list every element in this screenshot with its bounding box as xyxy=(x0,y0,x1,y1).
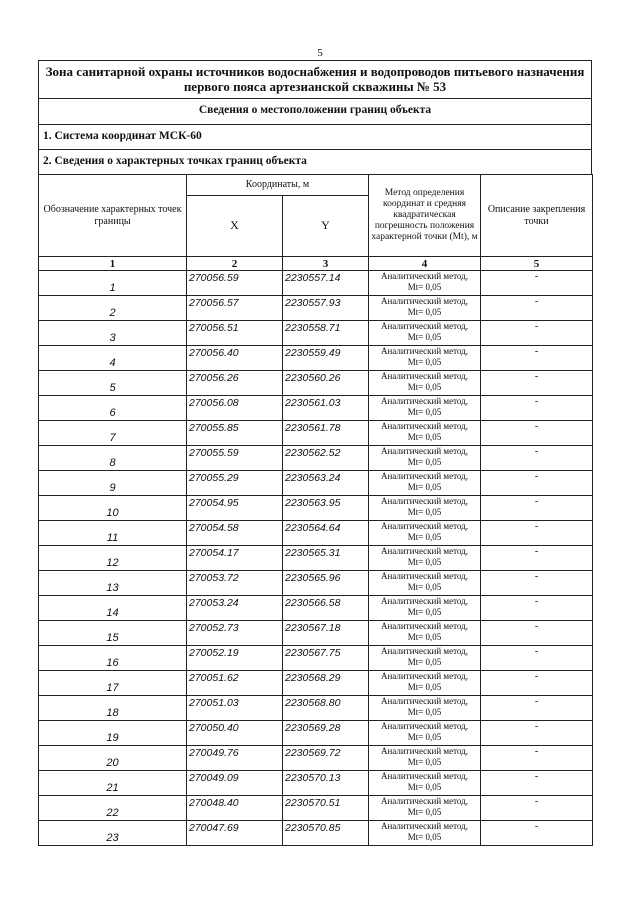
point-number: 1 xyxy=(39,271,187,296)
point-number: 5 xyxy=(39,371,187,396)
method-cell xyxy=(369,721,481,746)
method-text: Аналитический метод, xyxy=(380,271,469,281)
method-cell xyxy=(369,671,481,696)
x-coordinate: 270049.09 xyxy=(187,771,283,796)
point-number: 16 xyxy=(39,646,187,671)
method-accuracy: Mt= 0,05 xyxy=(407,356,442,367)
point-description: - xyxy=(481,571,593,596)
x-coordinate: 270048.40 xyxy=(187,796,283,821)
method-cell xyxy=(369,446,481,471)
x-coordinate: 270056.08 xyxy=(187,396,283,421)
y-coordinate: 2230570.85 xyxy=(283,821,369,846)
method-accuracy: Mt= 0,05 xyxy=(407,756,442,767)
table-row xyxy=(39,296,593,321)
method-text: Аналитический метод, xyxy=(380,496,469,506)
table-row xyxy=(39,821,593,846)
y-coordinate: 2230565.31 xyxy=(283,546,369,571)
table-row xyxy=(39,721,593,746)
method-cell xyxy=(369,346,481,371)
method-cell xyxy=(369,321,481,346)
header-point: Обозначение характерных точек границы xyxy=(39,175,187,257)
column-number: 4 xyxy=(369,257,481,271)
method-accuracy: Mt= 0,05 xyxy=(407,281,442,292)
method-cell xyxy=(369,696,481,721)
method-cell xyxy=(369,746,481,771)
table-row xyxy=(39,346,593,371)
boundary-points-table xyxy=(38,174,593,846)
table-row xyxy=(39,371,593,396)
x-coordinate: 270056.40 xyxy=(187,346,283,371)
method-cell xyxy=(369,646,481,671)
header-description: Описание закрепления точки xyxy=(481,175,593,257)
method-accuracy: Mt= 0,05 xyxy=(407,806,442,817)
method-cell xyxy=(369,621,481,646)
y-coordinate: 2230564.64 xyxy=(283,521,369,546)
point-description: - xyxy=(481,821,593,846)
method-text: Аналитический метод, xyxy=(380,746,469,756)
method-text: Аналитический метод, xyxy=(380,796,469,806)
point-number: 23 xyxy=(39,821,187,846)
y-coordinate: 2230558.71 xyxy=(283,321,369,346)
table-row xyxy=(39,671,593,696)
y-coordinate: 2230568.80 xyxy=(283,696,369,721)
point-number: 2 xyxy=(39,296,187,321)
method-cell xyxy=(369,396,481,421)
table-row xyxy=(39,496,593,521)
table-row xyxy=(39,521,593,546)
table-body xyxy=(39,271,593,846)
point-number: 7 xyxy=(39,421,187,446)
x-coordinate: 270055.85 xyxy=(187,421,283,446)
table-row xyxy=(39,446,593,471)
point-description: - xyxy=(481,346,593,371)
method-accuracy: Mt= 0,05 xyxy=(407,656,442,667)
y-coordinate: 2230566.58 xyxy=(283,596,369,621)
method-cell xyxy=(369,771,481,796)
table-row xyxy=(39,396,593,421)
table-row xyxy=(39,546,593,571)
point-number: 18 xyxy=(39,696,187,721)
table-row xyxy=(39,471,593,496)
x-coordinate: 270055.59 xyxy=(187,446,283,471)
point-description: - xyxy=(481,746,593,771)
y-coordinate: 2230569.28 xyxy=(283,721,369,746)
point-number: 14 xyxy=(39,596,187,621)
point-description: - xyxy=(481,271,593,296)
table-row xyxy=(39,321,593,346)
x-coordinate: 270056.26 xyxy=(187,371,283,396)
point-description: - xyxy=(481,446,593,471)
y-coordinate: 2230569.72 xyxy=(283,746,369,771)
point-description: - xyxy=(481,471,593,496)
point-number: 15 xyxy=(39,621,187,646)
y-coordinate: 2230568.29 xyxy=(283,671,369,696)
x-coordinate: 270054.58 xyxy=(187,521,283,546)
method-text: Аналитический метод, xyxy=(380,821,469,831)
method-accuracy: Mt= 0,05 xyxy=(407,481,442,492)
y-coordinate: 2230563.95 xyxy=(283,496,369,521)
y-coordinate: 2230562.52 xyxy=(283,446,369,471)
point-number: 21 xyxy=(39,771,187,796)
method-text: Аналитический метод, xyxy=(380,671,469,681)
point-number: 13 xyxy=(39,571,187,596)
point-number: 8 xyxy=(39,446,187,471)
method-text: Аналитический метод, xyxy=(380,621,469,631)
method-text: Аналитический метод, xyxy=(380,346,469,356)
method-cell xyxy=(369,271,481,296)
x-coordinate: 270053.72 xyxy=(187,571,283,596)
point-description: - xyxy=(481,771,593,796)
table-row xyxy=(39,796,593,821)
method-text: Аналитический метод, xyxy=(380,721,469,731)
coordinate-system: 1. Система координат МСК-60 xyxy=(38,124,592,149)
point-description: - xyxy=(481,371,593,396)
y-coordinate: 2230560.26 xyxy=(283,371,369,396)
method-text: Аналитический метод, xyxy=(380,471,469,481)
method-accuracy: Mt= 0,05 xyxy=(407,556,442,567)
point-description: - xyxy=(481,321,593,346)
document-body xyxy=(38,60,592,846)
point-description: - xyxy=(481,421,593,446)
method-accuracy: Mt= 0,05 xyxy=(407,706,442,717)
column-number: 3 xyxy=(283,257,369,271)
method-text: Аналитический метод, xyxy=(380,571,469,581)
point-number: 19 xyxy=(39,721,187,746)
x-coordinate: 270053.24 xyxy=(187,596,283,621)
point-number: 20 xyxy=(39,746,187,771)
y-coordinate: 2230567.18 xyxy=(283,621,369,646)
header-x: X xyxy=(187,196,283,257)
point-description: - xyxy=(481,646,593,671)
method-cell xyxy=(369,546,481,571)
point-description: - xyxy=(481,496,593,521)
point-number: 11 xyxy=(39,521,187,546)
method-accuracy: Mt= 0,05 xyxy=(407,781,442,792)
point-description: - xyxy=(481,671,593,696)
method-text: Аналитический метод, xyxy=(380,396,469,406)
column-number: 1 xyxy=(39,257,187,271)
column-number: 2 xyxy=(187,257,283,271)
method-cell xyxy=(369,421,481,446)
point-description: - xyxy=(481,796,593,821)
method-accuracy: Mt= 0,05 xyxy=(407,731,442,742)
method-cell xyxy=(369,296,481,321)
method-text: Аналитический метод, xyxy=(380,296,469,306)
x-coordinate: 270049.76 xyxy=(187,746,283,771)
point-number: 4 xyxy=(39,346,187,371)
table-row xyxy=(39,596,593,621)
x-coordinate: 270051.03 xyxy=(187,696,283,721)
x-coordinate: 270054.17 xyxy=(187,546,283,571)
y-coordinate: 2230561.78 xyxy=(283,421,369,446)
method-text: Аналитический метод, xyxy=(380,596,469,606)
method-accuracy: Mt= 0,05 xyxy=(407,531,442,542)
table-row xyxy=(39,646,593,671)
method-cell xyxy=(369,596,481,621)
x-coordinate: 270051.62 xyxy=(187,671,283,696)
document-title: Зона санитарной охраны источников водоснабжения и водопроводов питьевого назначения первого пояса артезианской скважины № 53 xyxy=(38,60,592,98)
header-y: Y xyxy=(283,196,369,257)
method-cell xyxy=(369,371,481,396)
method-text: Аналитический метод, xyxy=(380,771,469,781)
method-text: Аналитический метод, xyxy=(380,371,469,381)
x-coordinate: 270052.73 xyxy=(187,621,283,646)
x-coordinate: 270052.19 xyxy=(187,646,283,671)
point-number: 22 xyxy=(39,796,187,821)
y-coordinate: 2230563.24 xyxy=(283,471,369,496)
points-heading: 2. Сведения о характерных точках границ объекта xyxy=(38,149,592,174)
point-description: - xyxy=(481,721,593,746)
x-coordinate: 270056.57 xyxy=(187,296,283,321)
y-coordinate: 2230561.03 xyxy=(283,396,369,421)
x-coordinate: 270056.51 xyxy=(187,321,283,346)
method-accuracy: Mt= 0,05 xyxy=(407,631,442,642)
method-accuracy: Mt= 0,05 xyxy=(407,406,442,417)
page-number: 5 xyxy=(317,47,323,59)
point-number: 12 xyxy=(39,546,187,571)
method-text: Аналитический метод, xyxy=(380,321,469,331)
y-coordinate: 2230557.14 xyxy=(283,271,369,296)
method-accuracy: Mt= 0,05 xyxy=(407,306,442,317)
method-text: Аналитический метод, xyxy=(380,696,469,706)
x-coordinate: 270056.59 xyxy=(187,271,283,296)
table-row xyxy=(39,771,593,796)
y-coordinate: 2230567.75 xyxy=(283,646,369,671)
table-row xyxy=(39,421,593,446)
table-row xyxy=(39,571,593,596)
method-cell xyxy=(369,496,481,521)
table-row xyxy=(39,696,593,721)
method-accuracy: Mt= 0,05 xyxy=(407,331,442,342)
y-coordinate: 2230570.51 xyxy=(283,796,369,821)
column-numbers-row xyxy=(39,257,593,271)
y-coordinate: 2230570.13 xyxy=(283,771,369,796)
method-cell xyxy=(369,796,481,821)
method-text: Аналитический метод, xyxy=(380,446,469,456)
point-number: 10 xyxy=(39,496,187,521)
table-row xyxy=(39,621,593,646)
point-description: - xyxy=(481,396,593,421)
x-coordinate: 270047.69 xyxy=(187,821,283,846)
point-number: 17 xyxy=(39,671,187,696)
header-method: Метод определения координат и средняя квадратическая погрешность положения характерной точки (Mt), м xyxy=(369,175,481,257)
method-text: Аналитический метод, xyxy=(380,546,469,556)
method-text: Аналитический метод, xyxy=(380,646,469,656)
point-number: 6 xyxy=(39,396,187,421)
point-description: - xyxy=(481,696,593,721)
method-accuracy: Mt= 0,05 xyxy=(407,581,442,592)
y-coordinate: 2230557.93 xyxy=(283,296,369,321)
section-title: Сведения о местоположении границ объекта xyxy=(38,98,592,124)
table-row xyxy=(39,746,593,771)
point-description: - xyxy=(481,596,593,621)
point-description: - xyxy=(481,296,593,321)
method-accuracy: Mt= 0,05 xyxy=(407,681,442,692)
method-cell xyxy=(369,571,481,596)
x-coordinate: 270054.95 xyxy=(187,496,283,521)
x-coordinate: 270055.29 xyxy=(187,471,283,496)
point-description: - xyxy=(481,521,593,546)
method-accuracy: Mt= 0,05 xyxy=(407,431,442,442)
point-number: 9 xyxy=(39,471,187,496)
point-description: - xyxy=(481,546,593,571)
method-accuracy: Mt= 0,05 xyxy=(407,831,442,842)
method-cell xyxy=(369,471,481,496)
y-coordinate: 2230559.49 xyxy=(283,346,369,371)
method-accuracy: Mt= 0,05 xyxy=(407,606,442,617)
method-text: Аналитический метод, xyxy=(380,521,469,531)
method-accuracy: Mt= 0,05 xyxy=(407,456,442,467)
x-coordinate: 270050.40 xyxy=(187,721,283,746)
method-text: Аналитический метод, xyxy=(380,421,469,431)
method-accuracy: Mt= 0,05 xyxy=(407,506,442,517)
header-coordinates: Координаты, м xyxy=(187,175,369,196)
y-coordinate: 2230565.96 xyxy=(283,571,369,596)
method-cell xyxy=(369,521,481,546)
table-row xyxy=(39,271,593,296)
method-cell xyxy=(369,821,481,846)
method-accuracy: Mt= 0,05 xyxy=(407,381,442,392)
column-number: 5 xyxy=(481,257,593,271)
point-description: - xyxy=(481,621,593,646)
point-number: 3 xyxy=(39,321,187,346)
